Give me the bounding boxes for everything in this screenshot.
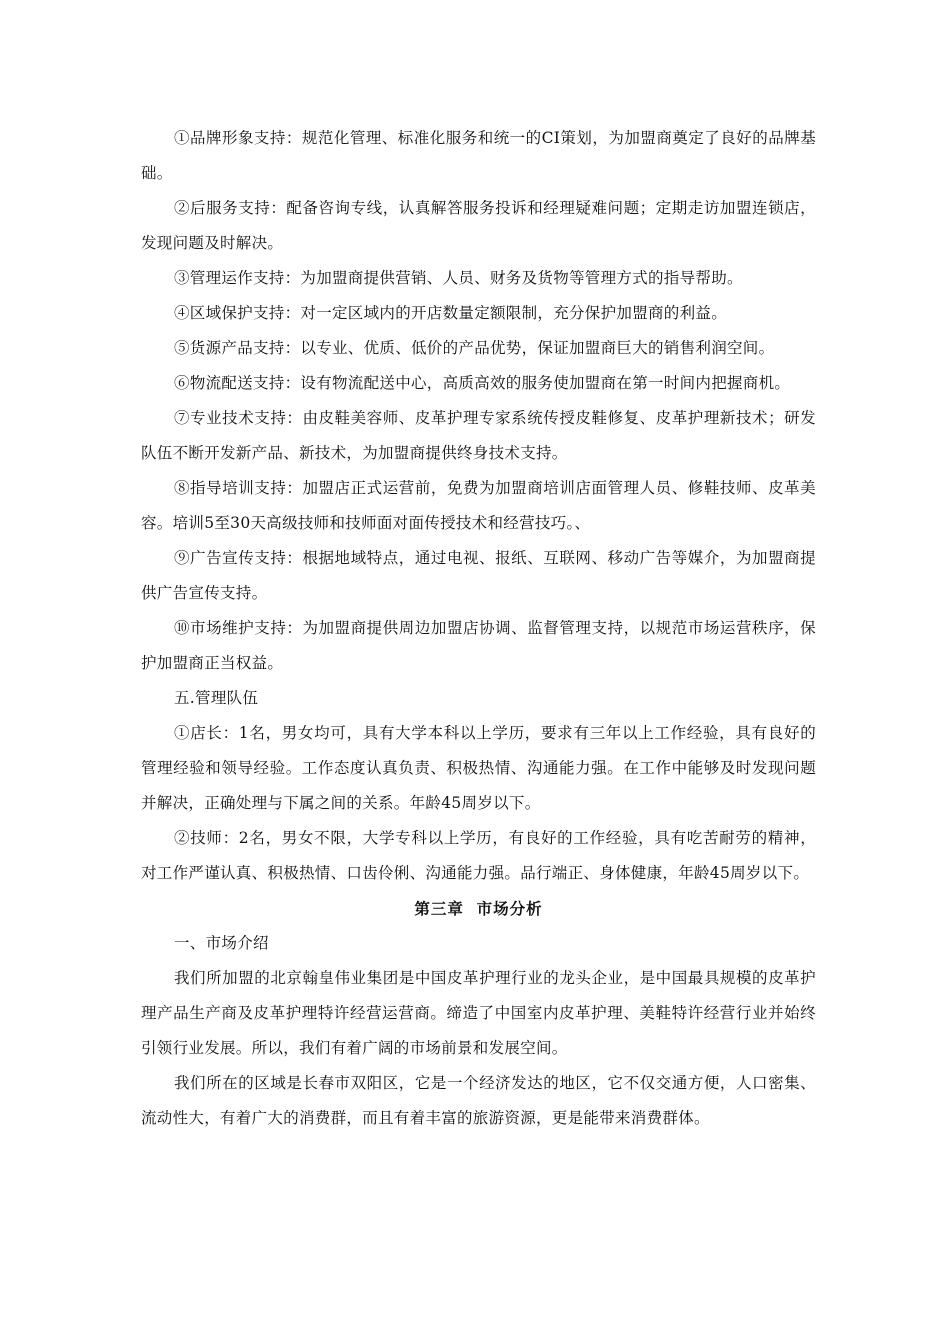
- section-heading-management-team: 五.管理队伍: [174, 689, 259, 707]
- paragraph-market-intro: 我们所加盟的北京翰皇伟业集团是中国皮革护理行业的龙头企业，是中国最具规模的皮革护理产品生产商及皮革护理特许经营运营商。缔造了中国室内皮革护理、美鞋特许经营行业并始终引领行业发展。所以，我们有着广阔的市场前景和发展空间。: [141, 969, 816, 1057]
- section-heading-market-intro: 一、市场介绍: [174, 934, 269, 952]
- paragraph-management-support: ③管理运作支持：为加盟商提供营销、人员、财务及货物等管理方式的指导帮助。: [174, 269, 743, 287]
- paragraph-market-maintenance: ⑩市场维护支持：为加盟商提供周边加盟店协调、监督管理支持，以规范市场运营秩序，保护加盟商正当权益。: [141, 619, 816, 672]
- paragraph-store-manager: ①店长：1名，男女均可，具有大学本科以上学历，要求有三年以上工作经验，具有良好的管理经验和领导经验。工作态度认真负责、积极热情、沟通能力强。在工作中能够及时发现问题并解决，正确处理与下属之间的关系。年龄45周岁以下。: [141, 724, 816, 812]
- document-body: [141, 121, 816, 1136]
- paragraph-advertising-support: ⑨广告宣传支持：根据地域特点，通过电视、报纸、互联网、移动广告等媒介，为加盟商提供广告宣传支持。: [141, 549, 816, 602]
- paragraph-logistics-support: ⑥物流配送支持：设有物流配送中心，高质高效的服务使加盟商在第一时间内把握商机。: [174, 374, 791, 392]
- paragraph-after-service-support: ②后服务支持：配备咨询专线，认真解答服务投诉和经理疑难问题；定期走访加盟连锁店，发现问题及时解决。: [141, 199, 816, 252]
- paragraph-region-description: 我们所在的区域是长春市双阳区，它是一个经济发达的地区，它不仅交通方便，人口密集、流动性大，有着广大的消费群，而且有着丰富的旅游资源，更是能带来消费群体。: [141, 1074, 816, 1127]
- chapter-heading: 第三章 市场分析: [414, 899, 543, 918]
- paragraph-product-support: ⑤货源产品支持：以专业、优质、低价的产品优势，保证加盟商巨大的销售利润空间。: [174, 339, 775, 357]
- paragraph-training-support: ⑧指导培训支持：加盟店正式运营前，免费为加盟商培训店面管理人员、修鞋技师、皮革美容。培训5至30天高级技师和技师面对面传授技术和经营技巧。、: [141, 479, 816, 532]
- paragraph-technician: ②技师：2名，男女不限，大学专科以上学历，有良好的工作经验，具有吃苦耐劳的精神，对工作严谨认真、积极热情、口齿伶俐、沟通能力强。品行端正、身体健康，年龄45周岁以下。: [141, 829, 816, 882]
- paragraph-technical-support: ⑦专业技术支持：由皮鞋美容师、皮革护理专家系统传授皮鞋修复、皮革护理新技术；研发队伍不断开发新产品、新技术，为加盟商提供终身技术支持。: [141, 409, 816, 462]
- paragraph-brand-support: ①品牌形象支持：规范化管理、标准化服务和统一的CI策划，为加盟商奠定了良好的品牌基础。: [141, 129, 816, 182]
- paragraph-region-protection: ④区域保护支持：对一定区域内的开店数量定额限制，充分保护加盟商的利益。: [174, 304, 728, 322]
